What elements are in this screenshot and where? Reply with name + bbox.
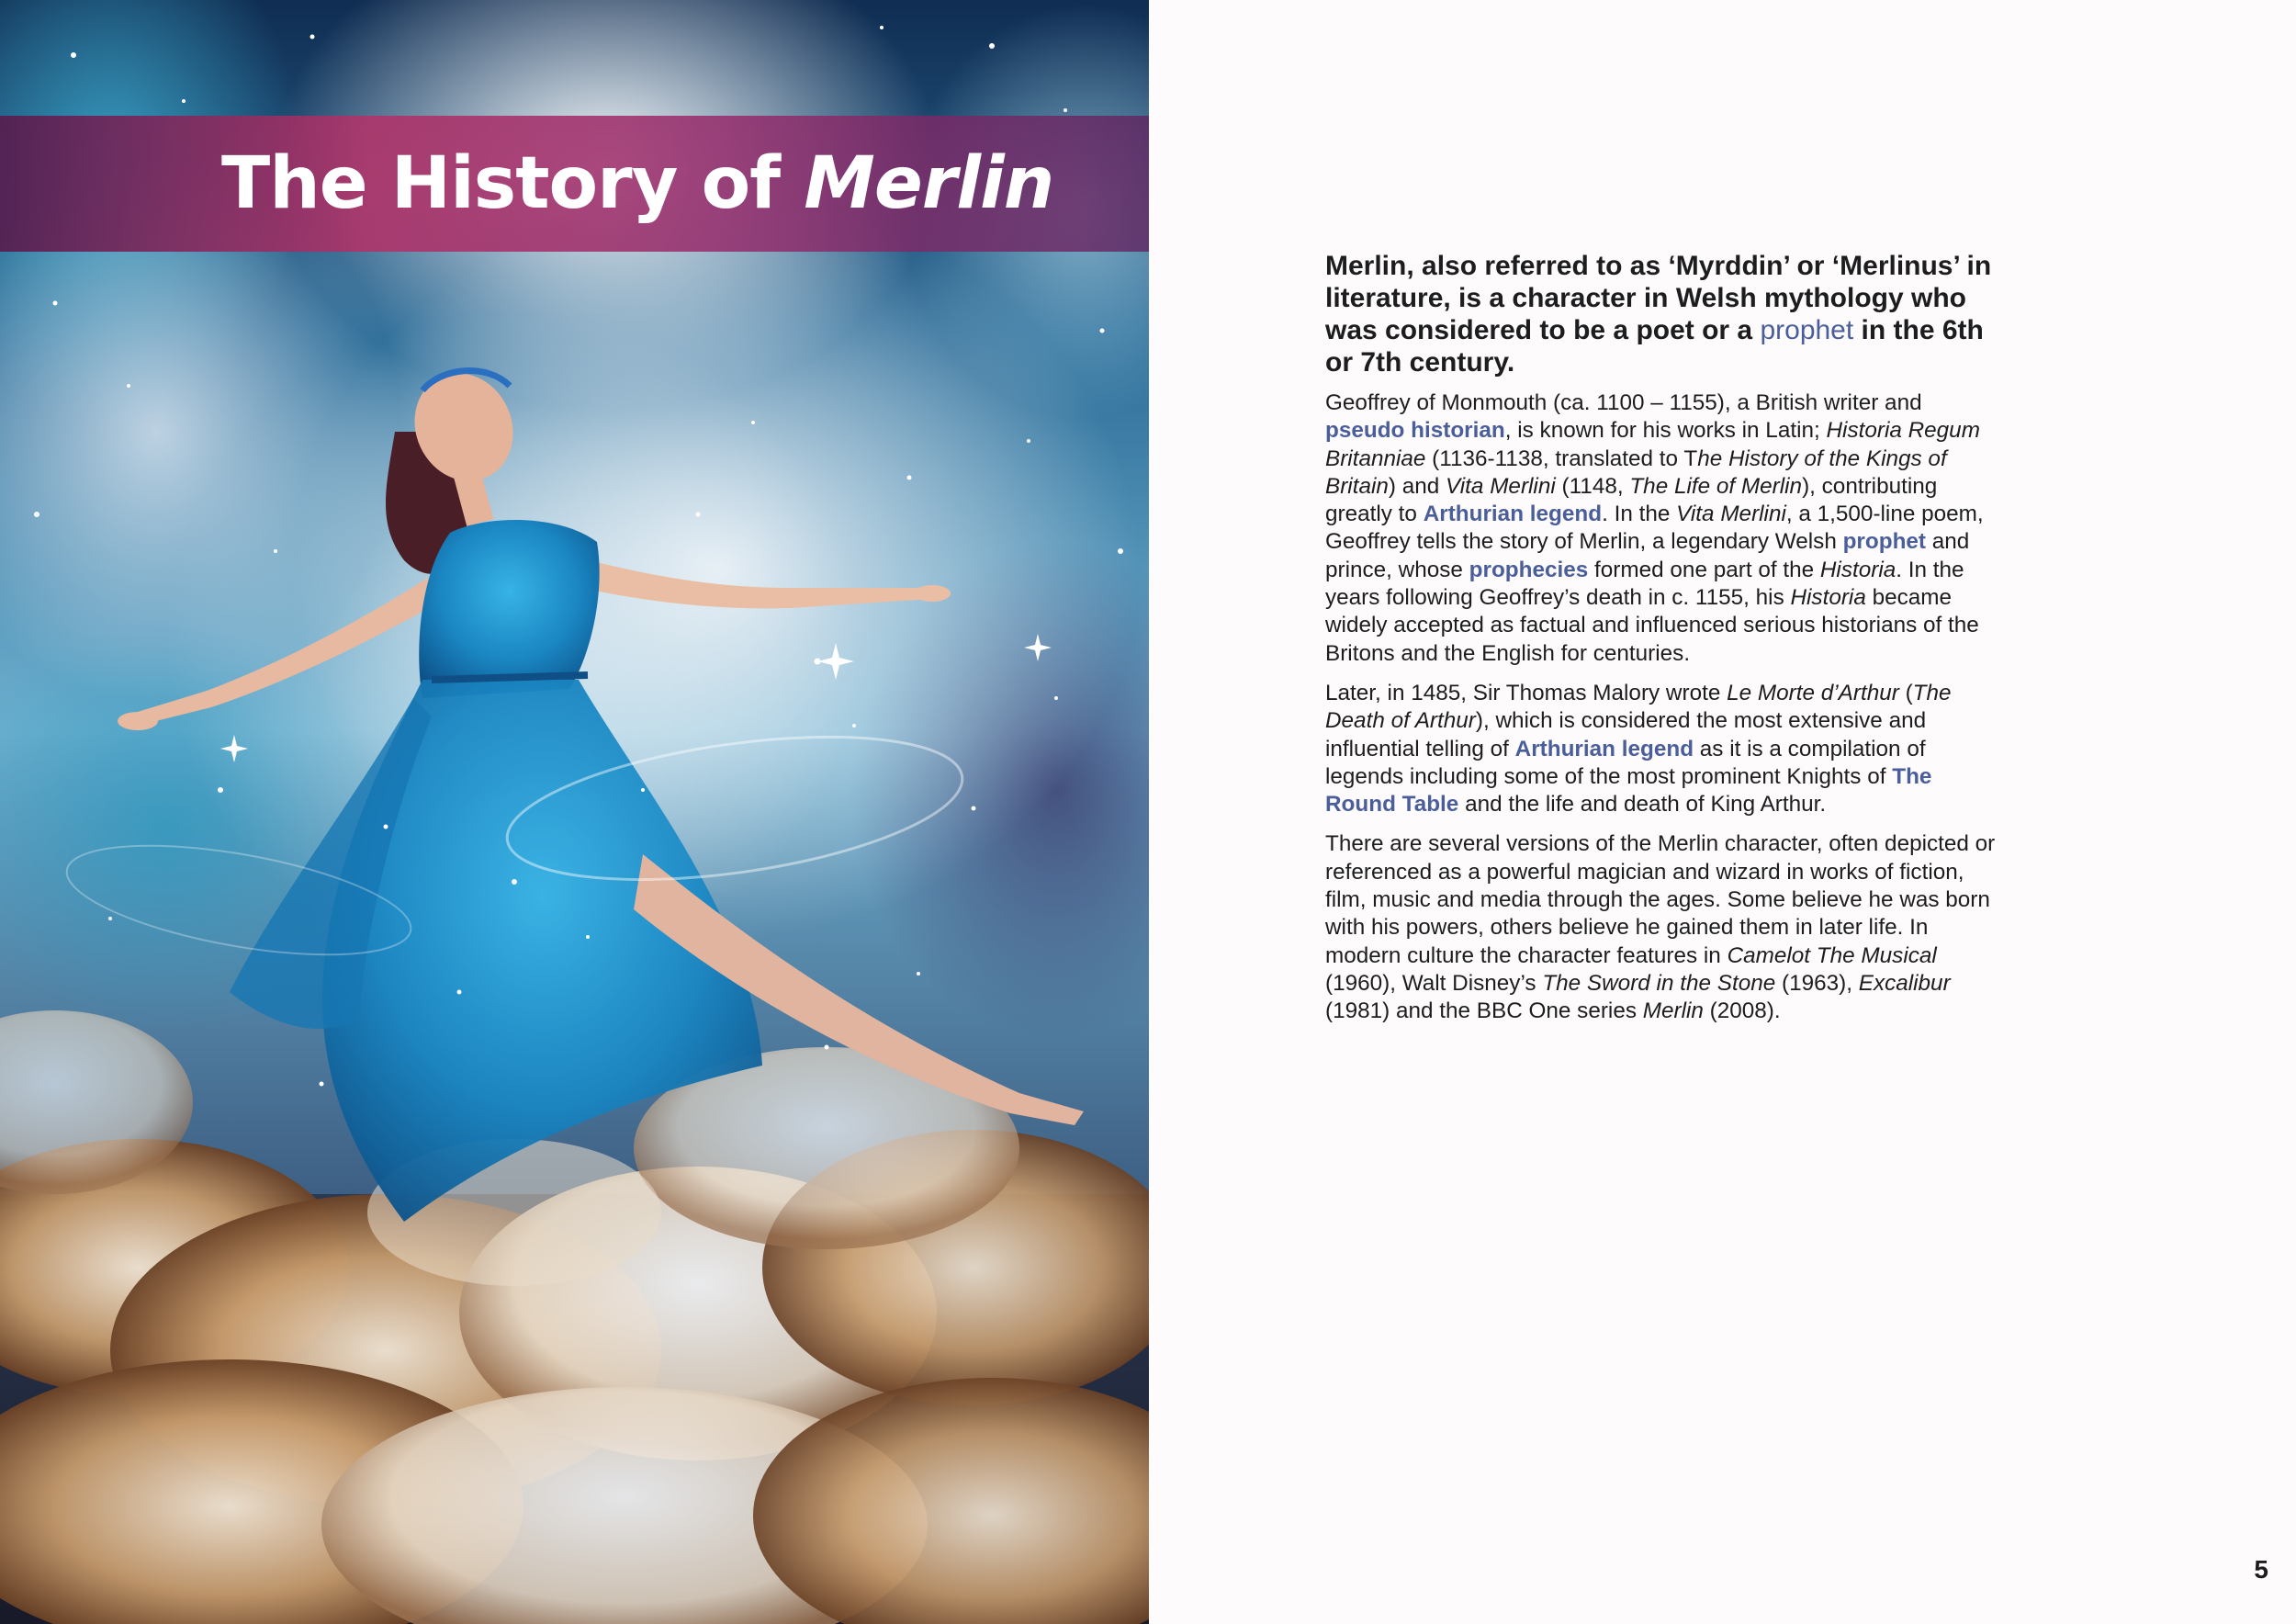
body-text: (1148, xyxy=(1555,473,1630,499)
body-text: (2008). xyxy=(1703,998,1781,1024)
body-text: ), which is considered the most extensive and influential telling of xyxy=(1325,708,1927,761)
book-title: The Death of Arthur xyxy=(1325,680,1952,734)
work-title: Camelot The Musical xyxy=(1727,942,1937,968)
body-text: ) and xyxy=(1388,473,1446,499)
body-text: ( xyxy=(1898,680,1913,705)
body-text: (1981) and the BBC One series xyxy=(1325,998,1643,1024)
body-text: and prince, whose xyxy=(1325,529,1970,582)
link-prophet[interactable]: prophet xyxy=(1760,315,1854,345)
link-arthurian-legend[interactable]: Arthurian legend xyxy=(1423,502,1603,527)
title-banner xyxy=(0,116,1149,252)
book-title: Historia xyxy=(1790,585,1866,611)
link-round-table[interactable]: The Round Table xyxy=(1325,763,1932,818)
page-title xyxy=(221,140,1053,228)
link-prophecies[interactable]: prophecies xyxy=(1469,557,1589,582)
lead-text: Merlin, also referred to as ‘Myrddin’ or ‘Merlinus’ in literature, is a character in Welsh mythology who was considered to be a poet or a xyxy=(1325,251,1992,345)
body-text: , a 1,500-line poem, Geoffrey tells the story of Merlin, a legendary Welsh xyxy=(1325,502,1984,555)
body-text: Later, in 1485, Sir Thomas Malory wrote xyxy=(1325,680,1728,705)
link-arthurian-legend[interactable]: Arthurian legend xyxy=(1514,736,1694,761)
book-title: The Life of Merlin xyxy=(1629,473,1803,499)
body-text: There are several versions of the Merlin character, often depicted or referenced as a powerful magician and wizard in works of fiction, film, music and media through the ages. Some believe he was born with his powers, others believe he gained them in later life. In modern culture the character features in xyxy=(1325,831,1996,968)
paragraph-versions xyxy=(1325,830,2005,1025)
link-prophet[interactable]: prophet xyxy=(1842,529,1927,555)
body-text: . In the xyxy=(1602,502,1677,527)
title-emphasis: Merlin xyxy=(804,142,1054,225)
body-text: ), contributing greatly to xyxy=(1325,473,1938,527)
work-title: Excalibur xyxy=(1858,970,1951,996)
body-text: , is known for his works in Latin; xyxy=(1504,418,1827,444)
body-text: Geoffrey of Monmouth (ca. 1100 – 1155), a British writer and xyxy=(1325,390,1922,415)
paragraph-geoffrey xyxy=(1325,389,2005,668)
book-title: Historia Regum Britanniae xyxy=(1325,418,1980,471)
body-text: and the life and death of King Arthur. xyxy=(1458,792,1827,818)
body-text: became widely accepted as factual and influenced serious historians of the Britons and the English for centuries. xyxy=(1325,585,1979,666)
book-title: Vita Merlini xyxy=(1676,502,1786,527)
work-title: Merlin xyxy=(1642,998,1704,1024)
title-text: The History of xyxy=(221,142,805,225)
body-text: (1136-1138, translated to T xyxy=(1425,445,1698,471)
link-pseudo-historian[interactable]: pseudo historian xyxy=(1325,418,1505,444)
body-text: (1963), xyxy=(1775,970,1859,996)
article-body xyxy=(1325,250,2005,1038)
paragraph-malory xyxy=(1325,680,2005,818)
body-text: formed one part of the xyxy=(1588,557,1820,582)
body-text: (1960), Walt Disney’s xyxy=(1325,970,1543,996)
book-title: Vita Merlini xyxy=(1446,473,1556,499)
book-title: he History of the Kings of Britain xyxy=(1325,445,1947,499)
body-text: . In the years following Geoffrey’s death in c. 1155, his xyxy=(1325,557,1964,611)
body-text: as it is a compilation of legends including some of the most prominent Knights of xyxy=(1325,736,1926,789)
lead-text: in the 6th or 7th century. xyxy=(1325,315,1984,378)
page-number: 5 xyxy=(2254,1555,2268,1584)
work-title: The Sword in the Stone xyxy=(1542,970,1776,996)
book-title: Le Morte d’Arthur xyxy=(1727,680,1899,705)
book-title: Historia xyxy=(1819,557,1896,582)
lead-paragraph xyxy=(1325,250,2005,378)
